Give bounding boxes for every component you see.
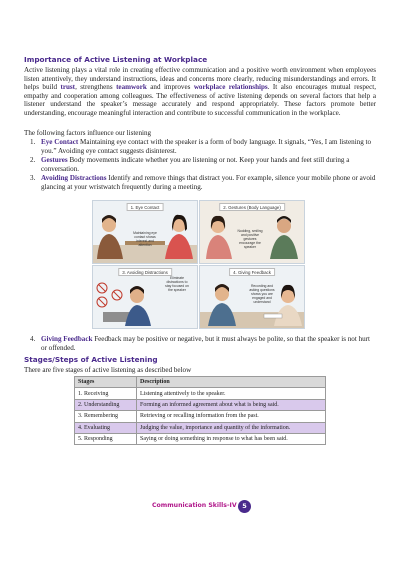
panel-caption: Recording and asking questions shows you are engaged and understand [249,284,275,304]
factor-text: Identify and remove things that distract you. For example, silence your mobile phone or avoid glancing at your wristwatch frequently during a meeting. [41,174,376,191]
list-number: 4. [30,335,36,343]
panel-caption: Maintaining eye contact shows interest and attention [133,231,157,247]
paragraph-text: . It also encourages mutual respect, empathy and cooperation among colleagues. The effectiveness of active listening depends on several factors that help a listener understand the speaker’s message accurately and respond appropriately. These factors promote better understanding, encourage meaningful interaction and contribute to successful communication in the workplace. [24,83,376,117]
paragraph-text: Active listening plays a vital role in creating effective communication and a positive worth environment when employees listen attentively, they understand instructions, ideas and concerns more clearly, reducing misunderstandings and errors. It helps build [24,66,376,92]
panel-title: 2. Gestures (Body Language) [219,203,285,211]
list-number: 3. [30,174,36,182]
stage-cell: 2. Understanding [75,399,137,410]
table-row [75,399,326,410]
factor-item-avoiding-distractions [30,174,376,191]
stage-cell: 4. Evaluating [75,422,137,433]
paragraph-text: , strengthens [75,83,117,92]
column-header-description: Description [137,377,326,388]
column-header-stages: Stages [75,377,137,388]
description-cell: Judging the value, importance and quantity of the information. [137,422,326,433]
description-cell: Retrieving or recalling information from the past. [137,411,326,422]
panel-gestures [199,200,305,264]
table-row [75,433,326,444]
panel-avoiding-distractions [92,265,198,329]
panel-giving-feedback [199,265,305,329]
factor-term: Avoiding Distractions [41,174,107,182]
factor-text: Maintaining eye contact with the speaker is a form of body language. It signals, “Yes, I am listening to you.” Avoiding eye contact suggests disinterest. [41,138,372,155]
section-heading-stages: Stages/Steps of Active Listening [24,355,158,364]
keyword-trust: trust [60,83,76,92]
importance-paragraph [24,66,376,118]
stages-table [74,376,326,445]
stage-cell: 1. Receiving [75,388,137,399]
factor-term: Giving Feedback [41,335,93,343]
panel-title: 4. Giving Feedback [229,268,275,276]
active-listening-illustration [92,200,304,328]
description-cell: Forming an informed agreement about what is being said. [137,399,326,410]
description-cell: Listening attentively to the speaker. [137,388,326,399]
factor-term: Eye Contact [41,138,79,146]
panel-title: 1. Eye Contact [127,203,164,211]
keyword-teamwork: teamwork [116,83,147,92]
section-heading-importance: Importance of Active Listening at Workplace [24,55,208,64]
page-number: 5 [238,500,251,513]
description-cell: Saying or doing something in response to what has been said. [137,433,326,444]
panel-caption: Nodding, smiling and positive gestures encourage the speaker [237,229,263,249]
factor-text: Body movements indicate whether you are listening or not. Keep your hands and feet still during a conversation. [41,156,350,173]
table-header-row [75,377,326,388]
list-number: 1. [30,138,36,146]
table-row [75,411,326,422]
list-number: 2. [30,156,36,164]
stage-cell: 3. Remembering [75,411,137,422]
panel-title: 3. Avoiding Distractions [118,268,172,276]
factor-item-giving-feedback [30,335,376,352]
factor-item-eye-contact [30,138,376,155]
factor-term: Gestures [41,156,68,164]
table-row [75,388,326,399]
paragraph-text: and improves [146,83,194,92]
factors-intro: The following factors influence our listening [24,129,152,137]
panel-caption: Eliminate distractions to stay focused on the speaker [165,276,189,292]
table-row [75,422,326,433]
footer-title: Communication Skills-IV [152,502,237,509]
keyword-workplace-relationships: workplace relationships [193,83,268,92]
panel-eye-contact [92,200,198,264]
factor-item-gestures [30,156,376,173]
stages-intro: There are five stages of active listening as described below [24,366,192,374]
stage-cell: 5. Responding [75,433,137,444]
factor-text: Feedback may be positive or negative, but it must always be polite, so that the speaker is not hurt or offended. [41,335,371,352]
